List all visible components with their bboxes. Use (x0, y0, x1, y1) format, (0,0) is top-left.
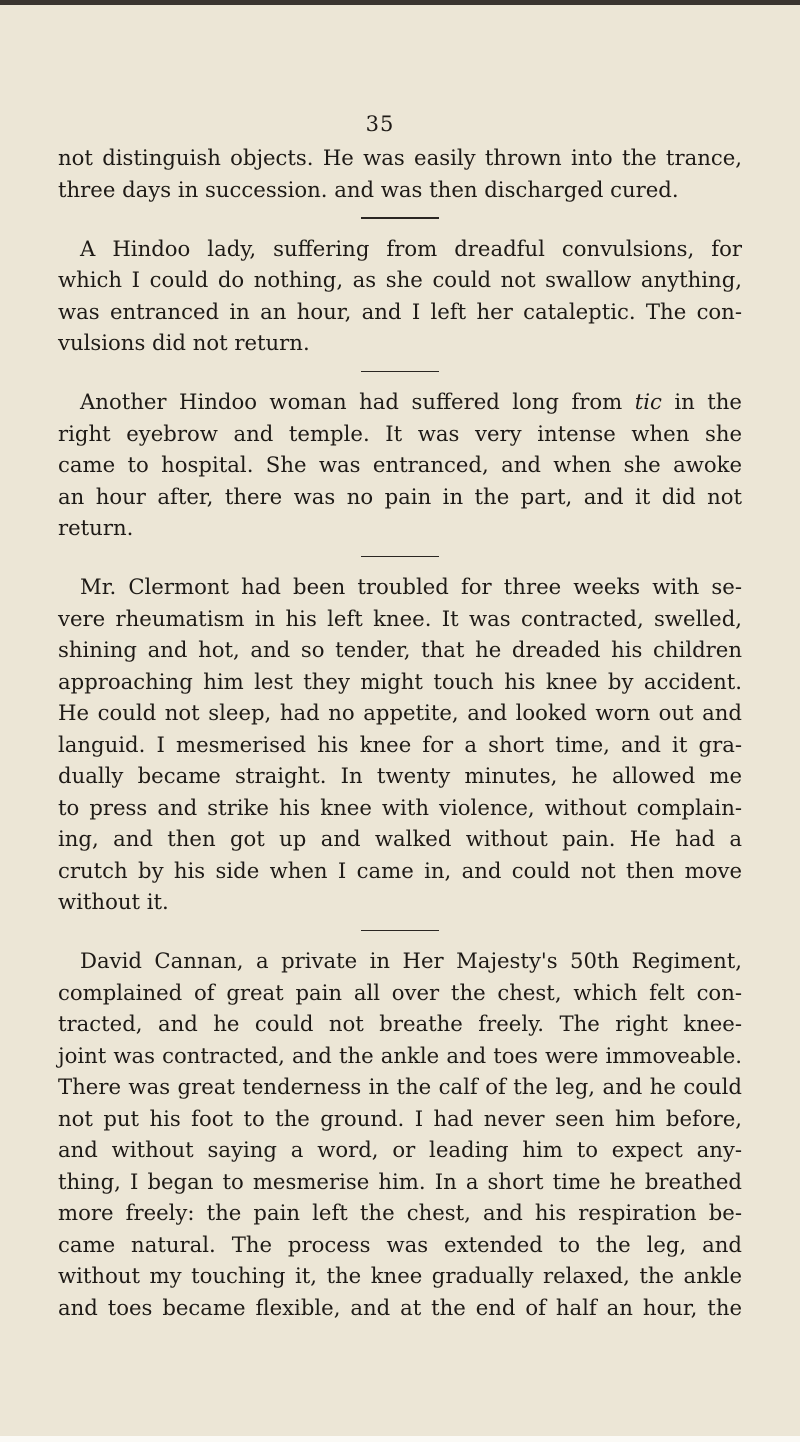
text-line: A Hindoo lady, suffering from dreadful convulsions, for (80, 235, 742, 261)
page-bottom-edge (0, 1436, 800, 1442)
text-line: to press and strike his knee with violence, without complain- (58, 794, 742, 820)
body-text (58, 142, 742, 1323)
text-fragment: in the (674, 389, 742, 414)
text-line: not distinguish objects. He was easily thrown into the trance, (58, 145, 742, 170)
text-line: and toes became flexible, and at the end of half an hour, the (58, 1294, 742, 1320)
text-line: dually became straight. In twenty minutes, he allowed me (58, 763, 742, 788)
italic-term: tic (634, 389, 662, 414)
text-line: shining and hot, and so tender, that he dreaded his children (58, 637, 742, 662)
text-line: He could not sleep, had no appetite, and looked worn out and (58, 700, 742, 725)
paragraph-hindoo-lady (58, 233, 742, 359)
text-line: without my touching it, the knee gradually relaxed, the ankle (58, 1263, 742, 1288)
text-line: without it. (58, 889, 169, 914)
paragraph-clermont (58, 571, 742, 918)
text-line: return. (58, 515, 134, 540)
text-line: crutch by his side when I came in, and could not then move (58, 857, 742, 883)
section-divider (361, 217, 439, 219)
text-line: ing, and then got up and walked without pain. He had a (58, 826, 742, 851)
text-line: came natural. The process was extended to the leg, and (58, 1231, 742, 1257)
text-line (58, 386, 742, 418)
text-line: more freely: the pain left the chest, and his respiration be- (58, 1200, 742, 1225)
text-line: and without saying a word, or leading him to expect any- (58, 1137, 742, 1162)
text-line: vere rheumatism in his left knee. It was contracted, swelled, (58, 605, 742, 631)
text-line: which I could do nothing, as she could not swallow anything, (58, 267, 742, 292)
text-line: came to hospital. She was entranced, and when she awoke (58, 452, 742, 477)
text-line: was entranced in an hour, and I left her cataleptic. The con- (58, 298, 742, 324)
text-line: an hour after, there was no pain in the part, and it did not (58, 483, 742, 509)
text-line: vulsions did not return. (58, 330, 310, 355)
text-line: complained of great pain all over the chest, which felt con- (58, 979, 742, 1005)
text-line: right eyebrow and temple. It was very intense when she (58, 420, 742, 446)
text-line: Mr. Clermont had been troubled for three weeks with se- (80, 574, 742, 599)
text-line: not put his foot to the ground. I had never seen him before, (58, 1105, 742, 1131)
page-number: 35 (365, 112, 395, 136)
text-line: thing, I began to mesmerise him. In a short time he breathed (58, 1168, 742, 1194)
section-divider (361, 371, 439, 373)
text-line: joint was contracted, and the ankle and toes were immoveable. (58, 1042, 742, 1068)
page-top-edge (0, 0, 800, 5)
paragraph-continuation (58, 142, 742, 205)
text-line: languid. I mesmerised his knee for a short time, and it gra- (58, 731, 742, 757)
text-line: three days in succession. and was then discharged cured. (58, 176, 679, 202)
section-divider (361, 556, 439, 558)
paragraph-hindoo-woman (58, 386, 742, 544)
text-line: tracted, and he could not breathe freely. The right knee- (58, 1011, 742, 1036)
text-line: approaching him lest they might touch his knee by accident. (58, 668, 742, 694)
text-line: David Cannan, a private in Her Majesty's 50th Regiment, (80, 948, 742, 973)
text-line: There was great tenderness in the calf of the leg, and he could (58, 1074, 742, 1099)
section-divider (361, 930, 439, 932)
text-fragment: Another Hindoo woman had suffered long from (80, 389, 623, 414)
paragraph-cannan (58, 945, 742, 1323)
